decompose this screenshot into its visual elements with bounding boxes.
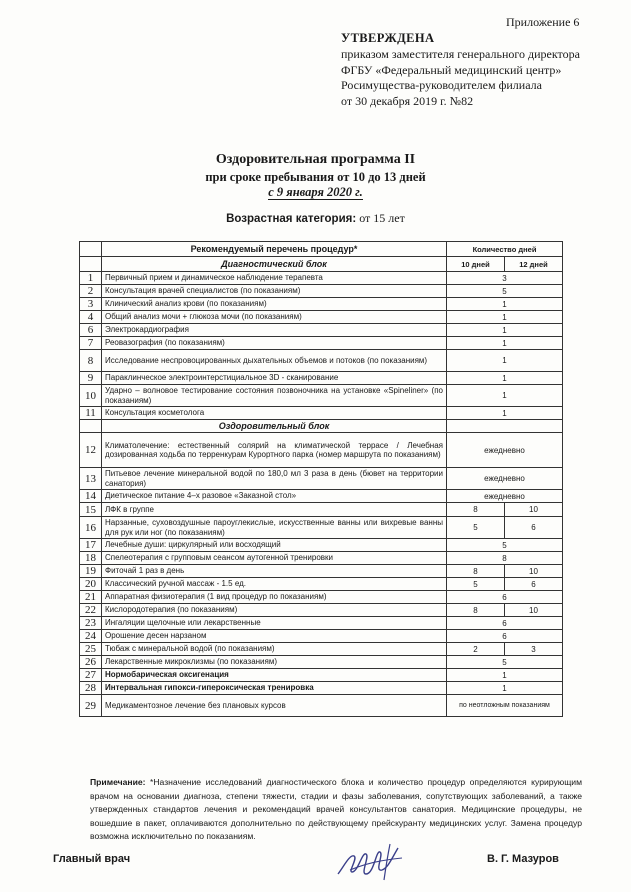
procedure-name: Лекарственные микроклизмы (по показаниям) xyxy=(102,656,447,669)
days-value: 1 xyxy=(447,350,563,372)
procedure-name: Параклинческое электроинтерстициальное 3D - сканирование xyxy=(102,372,447,385)
days-value: 8 xyxy=(447,552,563,565)
row-number: 16 xyxy=(80,517,102,539)
procedure-name: Электрокардиография xyxy=(102,324,447,337)
age-category xyxy=(0,211,631,226)
row-number: 17 xyxy=(80,539,102,552)
days-value: ежедневно xyxy=(447,468,563,490)
days-value: 1 xyxy=(447,669,563,682)
days-10-value: 8 xyxy=(447,604,505,617)
table-row xyxy=(80,503,563,517)
footnote xyxy=(90,776,582,844)
table-row xyxy=(80,617,563,630)
procedure-name: Клинический анализ крови (по показаниям) xyxy=(102,298,447,311)
table-row xyxy=(80,372,563,385)
days-12-value: 10 xyxy=(505,604,563,617)
days-10-value: 5 xyxy=(447,578,505,591)
table-row xyxy=(80,517,563,539)
days-10-value: 8 xyxy=(447,503,505,517)
table-row xyxy=(80,630,563,643)
procedure-name: Лечебные души: циркулярный или восходящий xyxy=(102,539,447,552)
days-12-value: 6 xyxy=(505,578,563,591)
days-value: 5 xyxy=(447,656,563,669)
days-value: 1 xyxy=(447,337,563,350)
section-health: Оздоровительный блок xyxy=(102,420,447,433)
row-number: 3 xyxy=(80,298,102,311)
days-value: 1 xyxy=(447,311,563,324)
days-12-value: 6 xyxy=(505,517,563,539)
table-row xyxy=(80,285,563,298)
section-days-cell xyxy=(447,420,563,433)
procedure-name: Ударно – волновое тестирование состояния позвоночника на установке «Spineliner» (по показаниям) xyxy=(102,385,447,407)
procedure-name: Реовазография (по показаниям) xyxy=(102,337,447,350)
days-value: 5 xyxy=(447,285,563,298)
procedure-name: Консультация косметолога xyxy=(102,407,447,420)
header-procedures: Рекомендуемый перечень процедур* xyxy=(102,242,447,257)
procedure-name: Исследование неспровоцированных дыхательных объемов и потоков (по показаниям) xyxy=(102,350,447,372)
row-number: 28 xyxy=(80,682,102,695)
section-row xyxy=(80,257,563,272)
days-value: 3 xyxy=(447,272,563,285)
approval-order xyxy=(341,47,621,109)
row-number: 26 xyxy=(80,656,102,669)
procedure-name: Нормобарическая оксигенация xyxy=(102,669,447,682)
table-row xyxy=(80,552,563,565)
days-value: 1 xyxy=(447,324,563,337)
row-number: 18 xyxy=(80,552,102,565)
row-number: 20 xyxy=(80,578,102,591)
days-10-value: 5 xyxy=(447,517,505,539)
section-row xyxy=(80,420,563,433)
procedures-table-body xyxy=(80,242,563,717)
days-12-value: 10 xyxy=(505,565,563,578)
days-value: 1 xyxy=(447,372,563,385)
days-value: 6 xyxy=(447,617,563,630)
procedure-name: Диетическое питание 4–х разовое «Заказной стол» xyxy=(102,490,447,503)
procedure-name: Кислородотерапия (по показаниям) xyxy=(102,604,447,617)
row-number: 13 xyxy=(80,468,102,490)
procedure-name: Климатолечение: естественный солярий на климатической террасе / Лечебная дозированная ходьба по терренкурам Курортного парка (номер маршрута по показаниям) xyxy=(102,433,447,468)
row-number: 21 xyxy=(80,591,102,604)
row-number: 14 xyxy=(80,490,102,503)
procedure-name: Спелеотерапия с групповым сеансом аутогенной тренировки xyxy=(102,552,447,565)
row-number: 8 xyxy=(80,350,102,372)
table-row xyxy=(80,682,563,695)
section-num-cell xyxy=(80,420,102,433)
procedure-name: Тюбаж с минеральной водой (по показаниям) xyxy=(102,643,447,656)
row-number: 6 xyxy=(80,324,102,337)
days-value: ежедневно xyxy=(447,490,563,503)
table-row xyxy=(80,539,563,552)
signatory-name: В. Г. Мазуров xyxy=(487,853,559,865)
procedure-name: Медикаментозное лечение без плановых курсов xyxy=(102,695,447,717)
procedure-name: Первичный прием и динамическое наблюдение терапевта xyxy=(102,272,447,285)
program-date xyxy=(0,185,631,200)
table-row xyxy=(80,272,563,285)
procedure-name: Общий анализ мочи + глюкоза мочи (по показаниям) xyxy=(102,311,447,324)
order-line: Росимущества-руководителем филиала xyxy=(341,78,542,92)
row-number: 22 xyxy=(80,604,102,617)
row-number: 9 xyxy=(80,372,102,385)
order-line: ФГБУ «Федеральный медицинский центр» xyxy=(341,62,562,77)
table-row xyxy=(80,643,563,656)
header-days: Количество дней xyxy=(447,242,563,257)
procedure-name: Аппаратная физиотерапия (1 вид процедур по показаниям) xyxy=(102,591,447,604)
days-value: 6 xyxy=(447,630,563,643)
order-line: от 30 декабря 2019 г. №82 xyxy=(341,93,474,108)
table-row xyxy=(80,311,563,324)
procedure-name: Орошение десен нарзаном xyxy=(102,630,447,643)
table-row xyxy=(80,490,563,503)
procedure-name: Ингаляции щелочные или лекарственные xyxy=(102,617,447,630)
table-row xyxy=(80,656,563,669)
program-title: Оздоровительная программа II xyxy=(215,152,416,167)
table-header-row xyxy=(80,242,563,257)
order-line: приказом заместителя генерального директора xyxy=(341,47,580,61)
table-row xyxy=(80,695,563,717)
days-12-value: 3 xyxy=(505,643,563,656)
procedure-name: Классический ручной массаж - 1.5 ед. xyxy=(102,578,447,591)
row-number: 27 xyxy=(80,669,102,682)
signature-image xyxy=(330,836,410,886)
header-12-days: 12 дней xyxy=(505,257,563,272)
days-value: по неотложным показаниям xyxy=(447,695,563,717)
days-10-value: 2 xyxy=(447,643,505,656)
table-row xyxy=(80,298,563,311)
procedure-name: Интервальная гипокси-гипероксическая тренировка xyxy=(102,682,447,695)
procedure-name: Консультация врачей специалистов (по показаниям) xyxy=(102,285,447,298)
approved-heading: УТВЕРЖДЕНА xyxy=(341,31,435,45)
row-number: 7 xyxy=(80,337,102,350)
age-value: от 15 лет xyxy=(356,211,405,225)
days-value: 1 xyxy=(447,682,563,695)
program-subtitle: при сроке пребывания от 10 до 13 дней xyxy=(205,170,426,184)
table-row xyxy=(80,407,563,420)
header-10-days: 10 дней xyxy=(447,257,505,272)
days-value: 1 xyxy=(447,298,563,311)
days-value: 1 xyxy=(447,407,563,420)
row-number: 4 xyxy=(80,311,102,324)
days-value: 6 xyxy=(447,591,563,604)
row-number: 12 xyxy=(80,433,102,468)
procedure-name: Нарзанные, суховоздушные пароуглекислые, искусственные ванны или вихревые ванны для рук или ног (по показаниям) xyxy=(102,517,447,539)
footnote-text: *Назначение исследований диагностического блока и количество процедур определяются курирующим врачом на основании диагноза, степени тяжести, стадии и фазы заболевания, сопутствующих заболеваний, а также утвержденных стандартов лечения и рекомендаций врачей консультантов санатория. Медицинские процедуры, не вошедшие в пакет, оплачиваются дополнительно по действующему прейскуранту медицинских услуг. Замена процедур возможна исключительно по показаниям. xyxy=(90,777,582,841)
footnote-label: Примечание: xyxy=(90,777,146,787)
program-date-text: с 9 января 2020 г. xyxy=(268,185,363,199)
signatory-position: Главный врач xyxy=(53,853,131,865)
section-diagnostic: Диагностический блок xyxy=(102,257,447,272)
procedure-name: Фиточай 1 раз в день xyxy=(102,565,447,578)
table-row xyxy=(80,565,563,578)
days-value: 1 xyxy=(447,385,563,407)
age-label: Возрастная категория: xyxy=(226,213,357,225)
table-row xyxy=(80,604,563,617)
table-row xyxy=(80,669,563,682)
row-number: 11 xyxy=(80,407,102,420)
table-row xyxy=(80,433,563,468)
row-number: 19 xyxy=(80,565,102,578)
days-value: 5 xyxy=(447,539,563,552)
procedures-table xyxy=(79,241,563,717)
procedure-name: ЛФК в группе xyxy=(102,503,447,517)
table-row xyxy=(80,337,563,350)
row-number: 25 xyxy=(80,643,102,656)
days-value: ежедневно xyxy=(447,433,563,468)
table-row xyxy=(80,350,563,372)
table-row xyxy=(80,578,563,591)
row-number: 23 xyxy=(80,617,102,630)
row-number: 29 xyxy=(80,695,102,717)
row-number: 10 xyxy=(80,385,102,407)
row-number: 2 xyxy=(80,285,102,298)
days-10-value: 8 xyxy=(447,565,505,578)
table-row xyxy=(80,324,563,337)
table-row xyxy=(80,468,563,490)
table-row xyxy=(80,385,563,407)
appendix-number: Приложение 6 xyxy=(506,15,580,29)
days-12-value: 10 xyxy=(505,503,563,517)
table-row xyxy=(80,591,563,604)
row-number: 15 xyxy=(80,503,102,517)
row-number: 24 xyxy=(80,630,102,643)
row-number: 1 xyxy=(80,272,102,285)
procedure-name: Питьевое лечение минеральной водой по 180,0 мл 3 раза в день (бювет на территории санатория) xyxy=(102,468,447,490)
